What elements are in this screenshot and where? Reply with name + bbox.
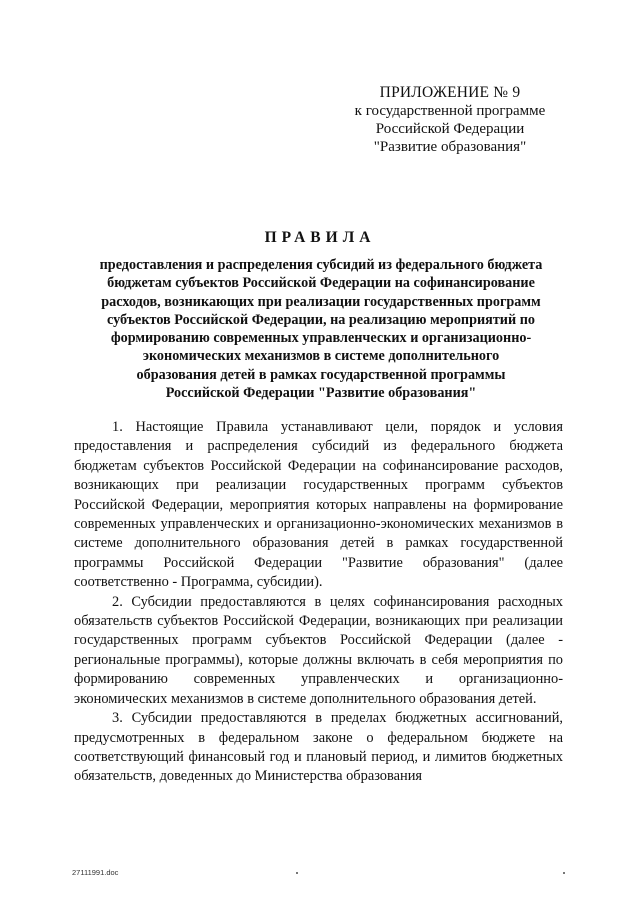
footer-mark (563, 872, 565, 874)
subtitle-line: расходов, возникающих при реализации государственных программ (101, 293, 541, 310)
paragraph-3: 3. Субсидии предоставляются в пределах бюджетных ассигнований, предусмотренных в федеральном законе о федеральном бюджете на соответствующий финансовый год и плановый период, и лимитов бюджетных обязательств, доведенных до Министерства образования (74, 710, 563, 785)
appendix-title: ПРИЛОЖЕНИЕ № 9 (379, 84, 521, 101)
subtitle-line: субъектов Российской Федерации, на реализацию мероприятий по (107, 311, 535, 328)
paragraph-1: 1. Настоящие Правила устанавливают цели, порядок и условия предоставления и распределения субсидий из федерального бюджета бюджетам субъектов Российской Федерации на софинансирование расходов, возникающих при реализации государственных программ субъектов Российской Федерации, мероприятия которых направлены на формирование современных управленческих и организационно-экономических механизмов в системе дополнительного образования детей в рамках государственной программы Российской Федерации "Развитие образования" (далее соответственно - Программа, субсидии). (74, 419, 563, 591)
subtitle-line: предоставления и распределения субсидий из федерального бюджета (99, 257, 543, 273)
subtitle-line: Российской Федерации "Развитие образования" (165, 385, 477, 402)
paragraph-2: 2. Субсидии предоставляются в целях софинансирования расходных обязательств субъектов Российской Федерации, возникающих при реализации государственных программ субъектов Российской Федерации (далее - региональные программы), которые должны включать в себя мероприятия по формированию современных управленческих и организационно-экономических механизмов в системе дополнительного образования детей. (74, 593, 563, 707)
appendix-line-federation: Российской Федерации (375, 121, 525, 137)
subtitle-line: бюджетам субъектов Российской Федерации на софинансирование (107, 275, 535, 292)
appendix-block (340, 84, 560, 156)
document-subtitle (76, 256, 566, 402)
footer-filename: 27111991.doc (72, 868, 119, 877)
appendix-line-program-name: "Развитие образования" (373, 139, 527, 155)
appendix-line-program: к государственной программе (354, 103, 546, 119)
subtitle-line: экономических механизмов в системе дополнительного (142, 348, 500, 365)
document-heading: ПРАВИЛА (264, 229, 376, 246)
footer-mark (296, 872, 298, 874)
subtitle-line: образования детей в рамках государственной программы (136, 366, 506, 383)
document-body (74, 418, 563, 787)
subtitle-line: формированию современных управленческих и организационно- (110, 330, 532, 347)
